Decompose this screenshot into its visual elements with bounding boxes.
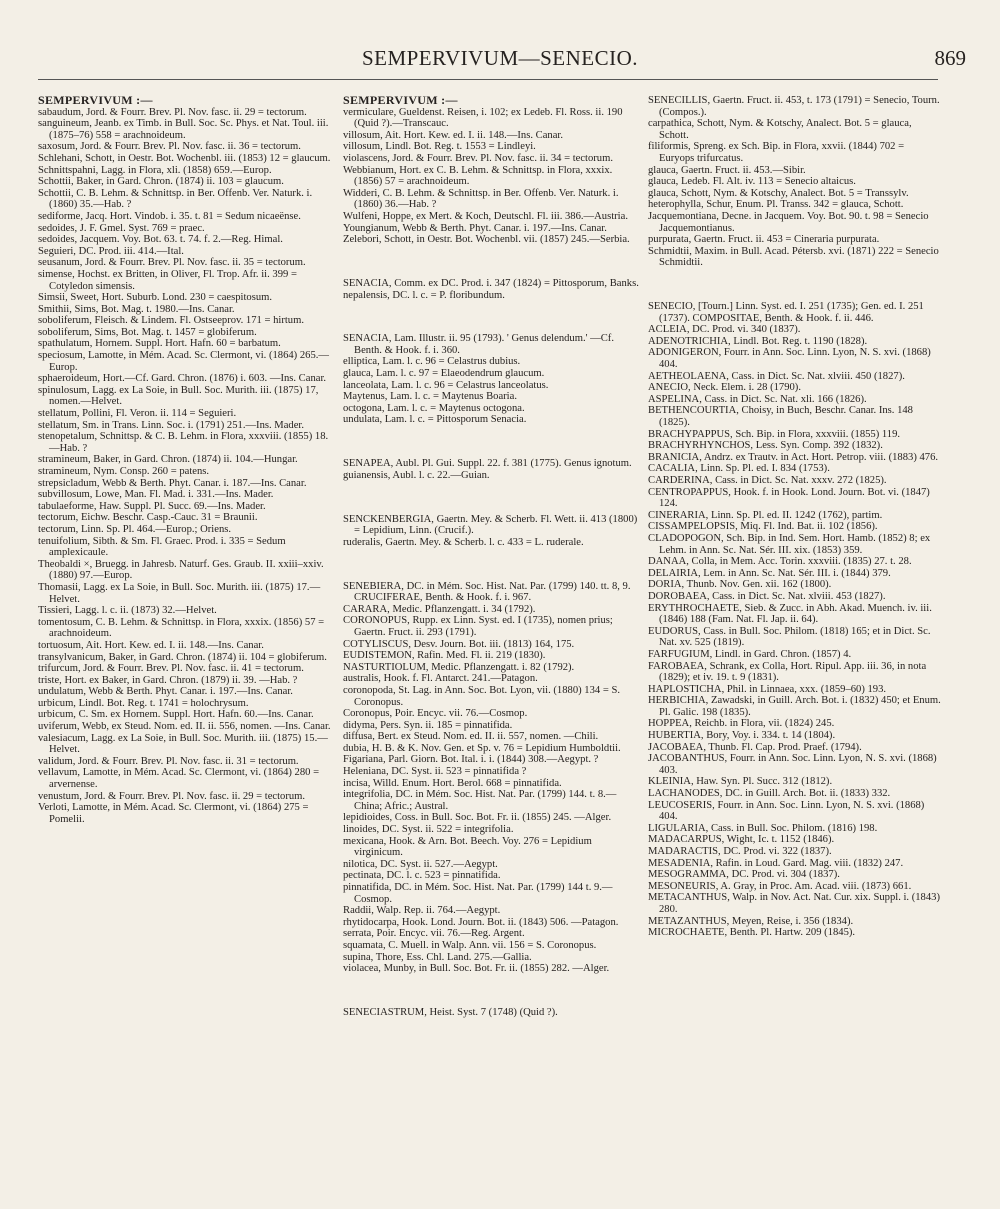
entry: undulata, Lam. l. c. = Pittosporum Senacia. — [343, 414, 527, 426]
entry: Youngianum, Webb & Berth. Phyt. Canar. i. 197.—Ins. Canar. — [343, 222, 607, 234]
entry: uviferum, Webb, ex Steud. Nom. ed. II. ii. 556, nomen. —Ins. Canar. — [38, 721, 331, 733]
entry: tenuifolium, Sibth. & Sm. Fl. Graec. Prod. i. 335 = Sedum amplexicaule. — [38, 535, 286, 559]
entry: METACANTHUS, Walp. in Nov. Act. Nat. Cur. xix. Suppl. i. (1843) 280. — [648, 892, 940, 915]
entry: sedoides, J. F. Gmel. Syst. 769 = praec. — [38, 222, 205, 234]
entry: spathulatum, Hornem. Suppl. Hort. Hafn. 60 = barbatum. — [38, 338, 281, 350]
entry: ERYTHROCHAETE, Sieb. & Zucc. in Abh. Akad. Muench. iv. iii. (1846) 188 (Fam. Nat. Fl. Jap. ii. 64). — [648, 602, 932, 626]
entry: heterophylla, Schur, Enum. Pl. Transs. 342 = glauca, Schott. — [648, 199, 904, 211]
entry: lepidioides, Coss. in Bull. Soc. Bot. Fr. ii. (1855) 245. —Alger. — [343, 812, 612, 824]
entry: rhytidocarpa, Hook. Lond. Journ. Bot. ii. (1843) 506. —Patagon. — [343, 916, 619, 928]
entry: CORONOPUS, Rupp. ex Linn. Syst. ed. I (1735), nomen prius; Gaertn. Fruct. ii. 293 (1791). — [343, 615, 613, 638]
entry: CLADOPOGON, Sch. Bip. in Ind. Sem. Hort. Hamb. (1852) 8; ex Lehm. in Ann. Sc. Nat. Sér. III. xix. (1853) 359. — [648, 532, 931, 556]
entry: ADONIGERON, Fourr. in Ann. Soc. Linn. Lyon, N. S. xvi. (1868) 404. — [648, 347, 931, 371]
entry: stramineum, Baker, in Gard. Chron. (1874) ii. 104.—Hungar. — [38, 454, 298, 466]
running-header — [0, 46, 1000, 74]
entry: ANECIO, Neck. Elem. i. 28 (1790). — [648, 382, 801, 394]
entry: triste, Hort. ex Baker, in Gard. Chron. (1879) ii. 39. —Hab. ? — [38, 674, 298, 686]
entry: Smithii, Sims, Bot. Mag. t. 1980.—Ins. Canar. — [38, 303, 235, 315]
entry: villosum, Ait. Hort. Kew. ed. I. ii. 148.—Ins. Canar. — [343, 129, 563, 141]
entry: BRACHYPAPPUS, Sch. Bip. in Flora, xxxviii. (1855) 119. — [648, 428, 901, 440]
entry-gap — [343, 256, 641, 267]
entry: glauca, Lam. l. c. 97 = Elaeodendrum glaucum. — [343, 368, 545, 380]
entry: seusanum, Jord. & Fourr. Brev. Pl. Nov. fasc. ii. 35 = tectorum. — [38, 257, 306, 269]
entry: SENEBIERA, DC. in Mém. Soc. Hist. Nat. Par. (1799) 140. tt. 8, 9. CRUCIFERAE, Benth. & Hook. f. i. 967. — [343, 580, 631, 604]
entry: CARDERINA, Cass. in Dict. Sc. Nat. xxxv. 272 (1825). — [648, 475, 887, 486]
entry: sphaeroideum, Hort.—Cf. Gard. Chron. (1876) i. 603. —Ins. Canar. — [38, 373, 327, 385]
entry: HAPLOSTICHA, Phil. in Linnaea, xxx. (1859–60) 193. — [648, 683, 887, 695]
entry: stellatum, Pollini, Fl. Veron. ii. 114 = Seguieri. — [38, 408, 237, 420]
entry: octogona, Lam. l. c. = Maytenus octogona. — [343, 402, 525, 414]
entry: glauca, Gaertn. Fruct. ii. 453.—Sibir. — [648, 164, 806, 176]
entry: sanguineum, Jeanb. ex Timb. in Bull. Soc. Sc. Phys. et Nat. Toul. iii. (1875–76) 558 = arachnoideum. — [38, 118, 329, 141]
section-heading: SEMPERVIVUM :— — [38, 95, 153, 107]
entry: DANAA, Colla, in Mem. Acc. Torin. xxxviii. (1835) 27. t. 28. — [648, 556, 912, 568]
entry: Figariana, Parl. Giorn. Bot. Ital. i. i. (1844) 308.—Aegypt. ? — [343, 754, 599, 766]
entry: Theobaldi ×, Bruegg. in Jahresb. Naturf. Ges. Graub. II. xxiii–xxiv. (1880) 97.—Europ. — [38, 558, 324, 582]
entry: tabulaeforme, Haw. Suppl. Pl. Succ. 69.—Ins. Mader. — [38, 500, 266, 512]
entry: stenopetalum, Schnittsp. & C. B. Lehm. in Flora, xxxviii. (1855) 18.—Hab. ? — [38, 431, 329, 454]
entry: Heleniana, DC. Syst. ii. 523 = pinnatifida ? — [343, 766, 527, 778]
entry: elliptica, Lam. l. c. 96 = Celastrus dubius. — [343, 356, 521, 368]
entry-gap — [648, 280, 942, 291]
entry: nepalensis, DC. l. c. = P. floribundum. — [343, 289, 505, 301]
entry: tectorum, Linn. Sp. Pl. 464.—Europ.; Oriens. — [38, 523, 232, 535]
entry: Wulfeni, Hoppe, ex Mert. & Koch, Deutschl. Fl. iii. 386.—Austria. — [343, 210, 628, 222]
entry: carpathica, Schott, Nym. & Kotschy, Analect. Bot. 5 = glauca, Schott. — [648, 118, 912, 141]
entry: LIGULARIA, Cass. in Bull. Soc. Philom. (1816) 198. — [648, 822, 878, 834]
entry: urbicum, Lindl. Bot. Reg. t. 1741 = holochrysum. — [38, 697, 249, 709]
entry: Coronopus, Poir. Encyc. vii. 76.—Cosmop. — [343, 708, 528, 720]
entry: HERBICHIA, Zawadski, in Guill. Arch. Bot. i. (1832) 450; et Enum. Pl. Galic. 198 (1835). — [648, 695, 941, 718]
entry: sediforme, Jacq. Hort. Vindob. i. 35. t. 81 = Sedum nicaeënse. — [38, 210, 301, 222]
entry: soboliferum, Fleisch. & Lindem. Fl. Ostseeprov. 171 = hirtum. — [38, 315, 304, 327]
column-left — [38, 95, 336, 1195]
entry: venustum, Jord. & Fourr. Brev. Pl. Nov. fasc. ii. 29 = tectorum. — [38, 790, 306, 802]
entry: MESADENIA, Rafin. in Loud. Gard. Mag. viii. (1832) 247. — [648, 857, 904, 869]
entry-gap — [343, 437, 641, 448]
entry: Schnittspahni, Lagg. in Flora, xli. (1858) 659.—Europ. — [38, 164, 272, 176]
entry: LACHANODES, DC. in Guill. Arch. Bot. ii. (1833) 332. — [648, 788, 891, 800]
entry-gap — [343, 492, 641, 503]
entry: stramineum, Nym. Consp. 260 = patens. — [38, 466, 210, 477]
entry: FAROBAEA, Schrank, ex Colla, Hort. Ripul. App. iii. 36, in nota (1829); et iv. 19. t. 9 (1831). — [648, 660, 927, 684]
entry: CISSAMPELOPSIS, Miq. Fl. Ind. Bat. ii. 102 (1856). — [648, 521, 878, 533]
entry: SENECIASTRUM, Heist. Syst. 7 (1748) (Quid ?). — [343, 1006, 558, 1018]
entry: coronopoda, St. Lag. in Ann. Soc. Bot. Lyon, vii. (1880) 134 = S. Coronopus. — [343, 684, 620, 708]
entry: violacea, Munby, in Bull. Soc. Bot. Fr. ii. (1855) 282. —Alger. — [343, 963, 610, 975]
entry: HOPPEA, Reichb. in Flora, vii. (1824) 245. — [648, 718, 835, 730]
entry: CARARA, Medic. Pflanzengatt. i. 34 (1792). — [343, 603, 536, 615]
entry: Tissieri, Lagg. l. c. ii. (1873) 32.—Helvet. — [38, 605, 217, 617]
entry: lanceolata, Lam. l. c. 96 = Celastrus lanceolatus. — [343, 379, 549, 391]
entry: ADENOTRICHIA, Lindl. Bot. Reg. t. 1190 (1828). — [648, 335, 868, 347]
entry: guianensis, Aubl. l. c. 22.—Guian. — [343, 469, 490, 481]
entry: JACOBAEA, Thunb. Fl. Cap. Prod. Praef. (1794). — [648, 741, 862, 753]
entry: dubia, H. B. & K. Nov. Gen. et Sp. v. 76 = Lepidium Humboldtii. — [343, 742, 621, 754]
entry: tectorum, Eichw. Beschr. Casp.-Cauc. 31 = Braunii. — [38, 512, 258, 524]
entry: SENECILLIS, Gaertn. Fruct. ii. 453, t. 173 (1791) = Senecio, Tourn. (Compos.). — [648, 95, 940, 118]
entry: sabaudum, Jord. & Fourr. Brev. Pl. Nov. fasc. ii. 29 = tectorum. — [38, 106, 307, 118]
entry: saxosum, Jord. & Fourr. Brev. Pl. Nov. fasc. ii. 36 = tectorum. — [38, 141, 301, 153]
entry: Maytenus, Lam. l. c. = Maytenus Boaria. — [343, 391, 517, 403]
entry: subvillosum, Lowe, Man. Fl. Mad. i. 331.—Ins. Mader. — [38, 489, 274, 501]
entry: CENTROPAPPUS, Hook. f. in Hook. Lond. Journ. Bot. vi. (1847) 124. — [648, 486, 930, 510]
page-number: 869 — [934, 46, 966, 70]
entry: violascens, Jord. & Fourr. Brev. Pl. Nov. fasc. ii. 34 = tectorum. — [343, 152, 613, 164]
entry: Simsii, Sweet, Hort. Suburb. Lond. 230 = caespitosum. — [38, 292, 273, 304]
entry: Raddii, Walp. Rep. ii. 764.—Aegypt. — [343, 905, 501, 917]
entry: METAZANTHUS, Meyen, Reise, i. 356 (1834). — [648, 915, 854, 927]
entry: ASPELINA, Cass. in Dict. Sc. Nat. xli. 166 (1826). — [648, 393, 867, 405]
entry: CINERARIA, Linn. Sp. Pl. ed. II. 1242 (1762), partim. — [648, 509, 883, 521]
entry: speciosum, Lamotte, in Mém. Acad. Sc. Clermont, vi. (1864) 265.—Europ. — [38, 350, 329, 373]
entry: Schmidtii, Maxim. in Bull. Acad. Pétersb. xvi. (1871) 222 = Senecio Schmidtii. — [648, 245, 939, 269]
entry: villosum, Lindl. Bot. Reg. t. 1553 = Lindleyi. — [343, 141, 536, 153]
entry: valesiacum, Lagg. ex La Soie, in Bull. Soc. Murith. iii. (1875) 15.—Helvet. — [38, 732, 328, 756]
header-rule — [38, 79, 938, 80]
entry: DOROBAEA, Cass. in Dict. Sc. Nat. xlviii. 453 (1827). — [648, 590, 886, 602]
entry: MADARACTIS, DC. Prod. vi. 322 (1837). — [648, 846, 832, 857]
entry: ruderalis, Gaertn. Mey. & Scherb. l. c. 433 = L. ruderale. — [343, 536, 584, 548]
entry: SENAPEA, Aubl. Pl. Gui. Suppl. 22. f. 381 (1775). Genus ignotum. — [343, 458, 632, 470]
entry: FARFUGIUM, Lindl. in Gard. Chron. (1857) 4. — [648, 648, 852, 660]
entry: AETHEOLAENA, Cass. in Dict. Sc. Nat. xlviii. 450 (1827). — [648, 370, 905, 382]
entry: DORIA, Thunb. Nov. Gen. xii. 162 (1800). — [648, 579, 832, 591]
entry: HUBERTIA, Bory, Voy. i. 334. t. 14 (1804). — [648, 730, 836, 742]
entry: Seguieri, DC. Prod. iii. 414.—Ital. — [38, 245, 184, 257]
entry-gap — [343, 312, 641, 323]
entry: mexicana, Hook. & Arn. Bot. Beech. Voy. 276 = Lepidium virginicum. — [343, 835, 592, 859]
entry: BETHENCOURTIA, Choisy, in Buch, Beschr. Canar. Ins. 148 (1825). — [648, 405, 913, 429]
entry: trifurcum, Jord. & Fourr. Brev. Pl. Nov. fasc. ii. 41 = tectorum. — [38, 663, 304, 675]
entry: CACALIA, Linn. Sp. Pl. ed. I. 834 (1753). — [648, 463, 830, 475]
entry: pectinata, DC. l. c. 523 = pinnatifida. — [343, 870, 501, 882]
entry: Webbianum, Hort. ex C. B. Lehm. & Schnittsp. in Flora, xxxix. (1856) 57 = arachnoideum. — [343, 164, 613, 188]
entry: MADACARPUS, Wight, Ic. t. 1152 (1846). — [648, 834, 835, 846]
entry: Verloti, Lamotte, in Mém. Acad. Sc. Clermont, vi. (1864) 275 = Pomelii. — [38, 802, 309, 825]
entry: Jacquemontiana, Decne. in Jacquem. Voy. Bot. 90. t. 98 = Senecio Jacquemontianus. — [648, 210, 929, 234]
entry: LEUCOSERIS, Fourr. in Ann. Soc. Linn. Lyon, N. S. xvi. (1868) 404. — [648, 799, 925, 823]
entry: nilotica, DC. Syst. ii. 527.—Aegypt. — [343, 858, 498, 870]
entry: NASTURTIOLUM, Medic. Pflanzengatt. i. 82 (1792). — [343, 661, 575, 673]
entry: validum, Jord. & Fourr. Brev. Pl. Nov. fasc. ii. 31 = tectorum. — [38, 755, 299, 767]
entry: stellatum, Sm. in Trans. Linn. Soc. i. (1791) 251.—Ins. Mader. — [38, 419, 305, 431]
entry: glauca, Ledeb. Fl. Alt. iv. 113 = Senecio altaicus. — [648, 176, 856, 188]
entry: serrata, Poir. Encyc. vii. 76.—Reg. Argent. — [343, 928, 525, 940]
entry: filiformis, Spreng. ex Sch. Bip. in Flora, xxvii. (1844) 702 = Euryops trifurcatus. — [648, 141, 905, 164]
entry: Widderi, C. B. Lehm. & Schnittsp. in Ber. Offenb. Ver. Naturk. i. (1860) 36.—Hab. ? — [343, 187, 619, 211]
entry: linoides, DC. Syst. ii. 522 = integrifolia. — [343, 824, 514, 836]
entry: simense, Hochst. ex Britten, in Oliver, Fl. Trop. Afr. ii. 399 = Cotyledon simensis. — [38, 268, 297, 292]
entry: strepsicladum, Webb & Berth. Phyt. Canar. i. 187.—Ins. Canar. — [38, 477, 307, 489]
entry: MESOGRAMMA, DC. Prod. vi. 304 (1837). — [648, 869, 840, 881]
entry: pinnatifida, DC. in Mém. Soc. Hist. Nat. Par. (1799) 144 t. 9.—Cosmop. — [343, 882, 613, 905]
entry: vermiculare, Gueldenst. Reisen, i. 102; ex Ledeb. Fl. Ross. ii. 190 (Quid ?).—Transcauc. — [343, 106, 623, 130]
entry: EUDISTEMON, Rafin. Med. Fl. ii. 219 (1830). — [343, 650, 546, 662]
entry: BRANICIA, Andrz. ex Trautv. in Act. Hort. Petrop. viii. (1883) 476. — [648, 451, 939, 463]
entry: BRACHYRHYNCHOS, Less. Syn. Comp. 392 (1832). — [648, 440, 883, 452]
entry: tortuosum, Ait. Hort. Kew. ed. I. ii. 148.—Ins. Canar. — [38, 639, 264, 651]
page-title: SEMPERVIVUM—SENECIO. — [361, 46, 639, 70]
entry: SENCKENBERGIA, Gaertn. Mey. & Scherb. Fl. Wett. ii. 413 (1800) = Lepidium, Linn. (Crucif.). — [343, 513, 638, 537]
entry-gap — [343, 985, 641, 996]
entry: Schottii, Baker, in Gard. Chron. (1874) ii. 103 = glaucum. — [38, 176, 284, 188]
entry: SENACIA, Comm. ex DC. Prod. i. 347 (1824) = Pittosporum, Banks. — [343, 277, 639, 289]
entry: Schottii, C. B. Lehm. & Schnittsp. in Ber. Offenb. Ver. Naturk. i. (1860) 35.—Hab. ? — [38, 187, 313, 211]
entry: SENECIO, [Tourn.] Linn. Syst. ed. I. 251 (1735); Gen. ed. I. 251 (1737). COMPOSITAE, Benth. & Hook. f. ii. 446. — [648, 301, 924, 324]
entry: incisa, Willd. Enum. Hort. Berol. 668 = pinnatifida. — [343, 777, 562, 789]
entry: glauca, Schott, Nym. & Kotschy, Analect. Bot. 5 = Transsylv. — [648, 187, 909, 199]
entry: EUDORUS, Cass. in Bull. Soc. Philom. (1818) 165; et in Dict. Sc. Nat. xv. 525 (1819). — [648, 625, 931, 649]
entry: vellavum, Lamotte, in Mém. Acad. Sc. Clermont, vi. (1864) 280 = arvernense. — [38, 767, 320, 791]
entry: transylvanicum, Baker, in Gard. Chron. (1874) ii. 104 = globiferum. — [38, 651, 327, 663]
entry: MESONEURIS, A. Gray, in Proc. Am. Acad. viii. (1873) 661. — [648, 880, 912, 892]
entry: KLEINIA, Haw. Syn. Pl. Succ. 312 (1812). — [648, 776, 833, 788]
entry: DELAIRIA, Lem. in Ann. Sc. Nat. Sér. III. i. (1844) 379. — [648, 567, 891, 579]
entry: purpurata, Gaertn. Fruct. ii. 453 = Cineraria purpurata. — [648, 234, 880, 246]
entry: squamata, C. Muell. in Walp. Ann. vii. 156 = S. Coronopus. — [343, 939, 597, 951]
entry: sedoides, Jacquem. Voy. Bot. 63. t. 74. f. 2.—Reg. Himal. — [38, 234, 283, 246]
entry: integrifolia, DC. in Mém. Soc. Hist. Nat. Par. (1799) 144. t. 8.—China; Afric.; Austral. — [343, 789, 617, 812]
entry: australis, Hook. f. Fl. Antarct. 241.—Patagon. — [343, 673, 538, 685]
entry: tomentosum, C. B. Lehm. & Schnittsp. in Flora, xxxix. (1856) 57 = arachnoideum. — [38, 616, 325, 640]
entry: MICROCHAETE, Benth. Pl. Hartw. 209 (1845). — [648, 927, 856, 939]
entry: SENACIA, Lam. Illustr. ii. 95 (1793). ' Genus delendum.' —Cf. Benth. & Hook. f. i. 360. — [343, 333, 614, 356]
column-middle — [343, 95, 641, 1195]
entry-gap — [343, 559, 641, 570]
entry: didyma, Pers. Syn. ii. 185 = pinnatifida. — [343, 719, 513, 731]
entry: ACLEIA, DC. Prod. vi. 340 (1837). — [648, 324, 801, 336]
entry: JACOBANTHUS, Fourr. in Ann. Soc. Linn. Lyon, N. S. xvi. (1868) 403. — [648, 753, 937, 776]
section-heading: SEMPERVIVUM :— — [343, 95, 458, 107]
entry: COTYLISCUS, Desv. Journ. Bot. iii. (1813) 164, 175. — [343, 638, 575, 650]
column-right — [648, 95, 942, 1195]
entry: diffusa, Bert. ex Steud. Nom. ed. II. ii. 557, nomen. —Chili. — [343, 731, 599, 743]
entry: urbicum, C. Sm. ex Hornem. Suppl. Hort. Hafn. 60.—Ins. Canar. — [38, 709, 314, 721]
entry: soboliferum, Sims, Bot. Mag. t. 1457 = globiferum. — [38, 326, 257, 338]
entry: Thomasii, Lagg. ex La Soie, in Bull. Soc. Murith. iii. (1875) 17.—Helvet. — [38, 581, 321, 605]
entry: undulatum, Webb & Berth. Phyt. Canar. i. 197.—Ins. Canar. — [38, 686, 293, 698]
entry: supina, Thore, Ess. Chl. Land. 275.—Gallia. — [343, 951, 532, 963]
entry: spinulosum, Lagg. ex La Soie, in Bull. Soc. Murith. iii. (1875) 17, nomen.—Helvet. — [38, 384, 319, 408]
entry: Zelebori, Schott, in Oestr. Bot. Wochenbl. vii. (1857) 245.—Serbia. — [343, 234, 630, 246]
entry: Schlehani, Schott, in Oestr. Bot. Wochenbl. iii. (1853) 12 = glaucum. — [38, 152, 331, 164]
